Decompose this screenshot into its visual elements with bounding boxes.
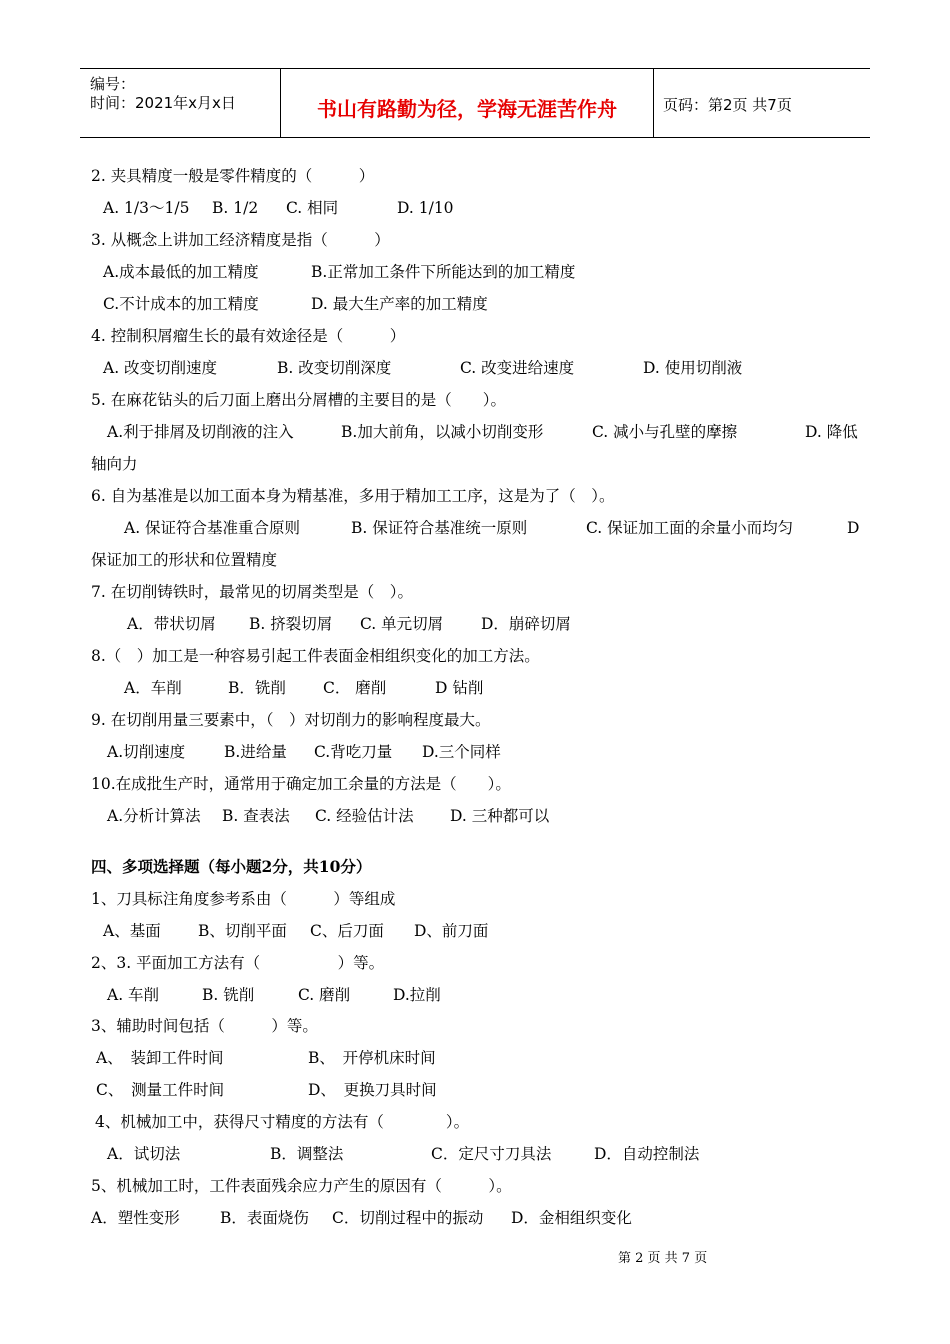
- header-table: [80, 68, 870, 138]
- option-b: B. 1/2: [212, 199, 259, 217]
- option-d: D. 降低: [805, 423, 858, 441]
- option-a: A. 保证符合基准重合原则: [124, 519, 301, 537]
- number-label: 编号：: [90, 75, 136, 93]
- question-10-stem: 10.在成批生产时，通常用于确定加工余量的方法是（ ）。: [91, 775, 511, 793]
- option-a: A．带状切屑: [127, 615, 216, 633]
- option-c: C.不计成本的加工精度: [103, 295, 259, 313]
- multi-question-4-stem: 4、机械加工中，获得尺寸精度的方法有（ ）。: [95, 1113, 470, 1131]
- option-b: B．铣削: [228, 679, 286, 697]
- option-d: D 钻削: [435, 679, 484, 697]
- section-4-title: 四、多项选择题（每小题2分，共10分）: [91, 857, 372, 876]
- option-b: B. 铣削: [202, 986, 255, 1004]
- option-c: C. 保证加工面的余量小而均匀: [586, 519, 794, 537]
- option-c: C. 改变进给速度: [460, 359, 575, 377]
- option-c: C. 经验估计法: [315, 807, 414, 825]
- option-d: D. 1/10: [397, 199, 454, 217]
- question-8-stem: 8.（ ）加工是一种容易引起工件表面金相组织变化的加工方法。: [91, 647, 540, 665]
- option-d: D、前刀面: [414, 922, 489, 940]
- page-footer: 第 2 页 共 7 页: [618, 1251, 708, 1266]
- motto-title: 书山有路勤为径，学海无涯苦作舟: [317, 97, 617, 121]
- multi-question-5-stem: 5、机械加工时，工件表面残余应力产生的原因有（ ）。: [91, 1177, 512, 1195]
- option-d: D. 三种都可以: [450, 807, 550, 825]
- option-a: A.切削速度: [107, 743, 186, 761]
- header-center-cell: [280, 69, 654, 137]
- option-b: B.加大前角，以减小切削变形: [341, 423, 544, 441]
- header-right-cell: [653, 69, 870, 137]
- option-d: D．金相组织变化: [511, 1209, 632, 1227]
- question-5-stem: 5. 在麻花钻头的后刀面上磨出分屑槽的主要目的是（ ）。: [91, 391, 506, 409]
- option-c: C、后刀面: [310, 922, 384, 940]
- multi-question-3-stem: 3、辅助时间包括（ ）等。: [91, 1017, 318, 1035]
- multi-question-2-stem: 2、3. 平面加工方法有（ ）等。: [91, 954, 385, 972]
- option-b: B. 挤裂切屑: [249, 615, 333, 633]
- option-a: A．车削: [124, 679, 182, 697]
- option-c: C. 磨削: [298, 986, 351, 1004]
- option-d: D.拉削: [393, 986, 441, 1004]
- option-b: B. 改变切削深度: [277, 359, 392, 377]
- multi-question-1-stem: 1、刀具标注角度参考系由（ ）等组成: [91, 890, 396, 908]
- option-a: A、基面: [103, 922, 161, 940]
- question-4-stem: 4. 控制积屑瘤生长的最有效途径是（ ）: [91, 327, 406, 345]
- option-a: A. 改变切削速度: [103, 359, 218, 377]
- option-b: B. 查表法: [222, 807, 290, 825]
- option-d: D: [847, 519, 860, 537]
- question-9-stem: 9. 在切削用量三要素中，（ ）对切削力的影响程度最大。: [91, 711, 491, 729]
- option-b: B、 开停机床时间: [308, 1049, 436, 1067]
- question-6-stem: 6. 自为基准是以加工面本身为精基准，多用于精加工工序，这是为了（ ）。: [91, 487, 615, 505]
- question-2-stem: 2. 夹具精度一般是零件精度的（ ）: [91, 167, 375, 185]
- option-b: B．调整法: [270, 1145, 344, 1163]
- option-b: B. 保证符合基准统一原则: [351, 519, 528, 537]
- header-left-cell: [80, 69, 280, 137]
- option-d: D. 使用切削液: [643, 359, 743, 377]
- option-b: B．表面烧伤: [220, 1209, 309, 1227]
- option-a: A.成本最低的加工精度: [103, 263, 259, 281]
- date-label: 时间：2021年x月x日: [90, 94, 236, 112]
- option-b: B.进给量: [224, 743, 287, 761]
- option-c: C. 相同: [286, 199, 339, 217]
- option-a: A. 1/3～1/5: [103, 199, 190, 217]
- question-3-stem: 3. 从概念上讲加工经济精度是指（ ）: [91, 231, 390, 249]
- option-a: A．试切法: [107, 1145, 181, 1163]
- option-d: D. 最大生产率的加工精度: [311, 295, 488, 313]
- option-d: D．崩碎切屑: [481, 615, 571, 633]
- option-b: B、切削平面: [198, 922, 287, 940]
- option-c: C. 单元切屑: [360, 615, 444, 633]
- question-6-wrap: 保证加工的形状和位置精度: [91, 551, 278, 569]
- question-7-stem: 7. 在切削铸铁时，最常见的切屑类型是（ ）。: [91, 583, 413, 601]
- option-a: A．塑性变形: [91, 1209, 180, 1227]
- option-a: A.分析计算法: [107, 807, 201, 825]
- option-a: A、 装卸工件时间: [96, 1049, 224, 1067]
- option-d: D.三个同样: [422, 743, 501, 761]
- option-b: B.正常加工条件下所能达到的加工精度: [311, 263, 576, 281]
- option-a: A.利于排屑及切削液的注入: [107, 423, 294, 441]
- option-d: D、 更换刀具时间: [308, 1081, 437, 1099]
- page-label: 页码：第2页 共7页: [663, 96, 792, 114]
- option-d: D．自动控制法: [594, 1145, 700, 1163]
- option-c: C．切削过程中的振动: [332, 1209, 484, 1227]
- option-c: C.背吃刀量: [314, 743, 393, 761]
- question-5-wrap: 轴向力: [91, 455, 138, 473]
- option-c: C、 测量工件时间: [96, 1081, 225, 1099]
- option-c: C． 磨削: [323, 679, 387, 697]
- option-c: C．定尺寸刀具法: [431, 1145, 552, 1163]
- option-a: A. 车削: [107, 986, 160, 1004]
- option-c: C. 减小与孔壁的摩擦: [592, 423, 738, 441]
